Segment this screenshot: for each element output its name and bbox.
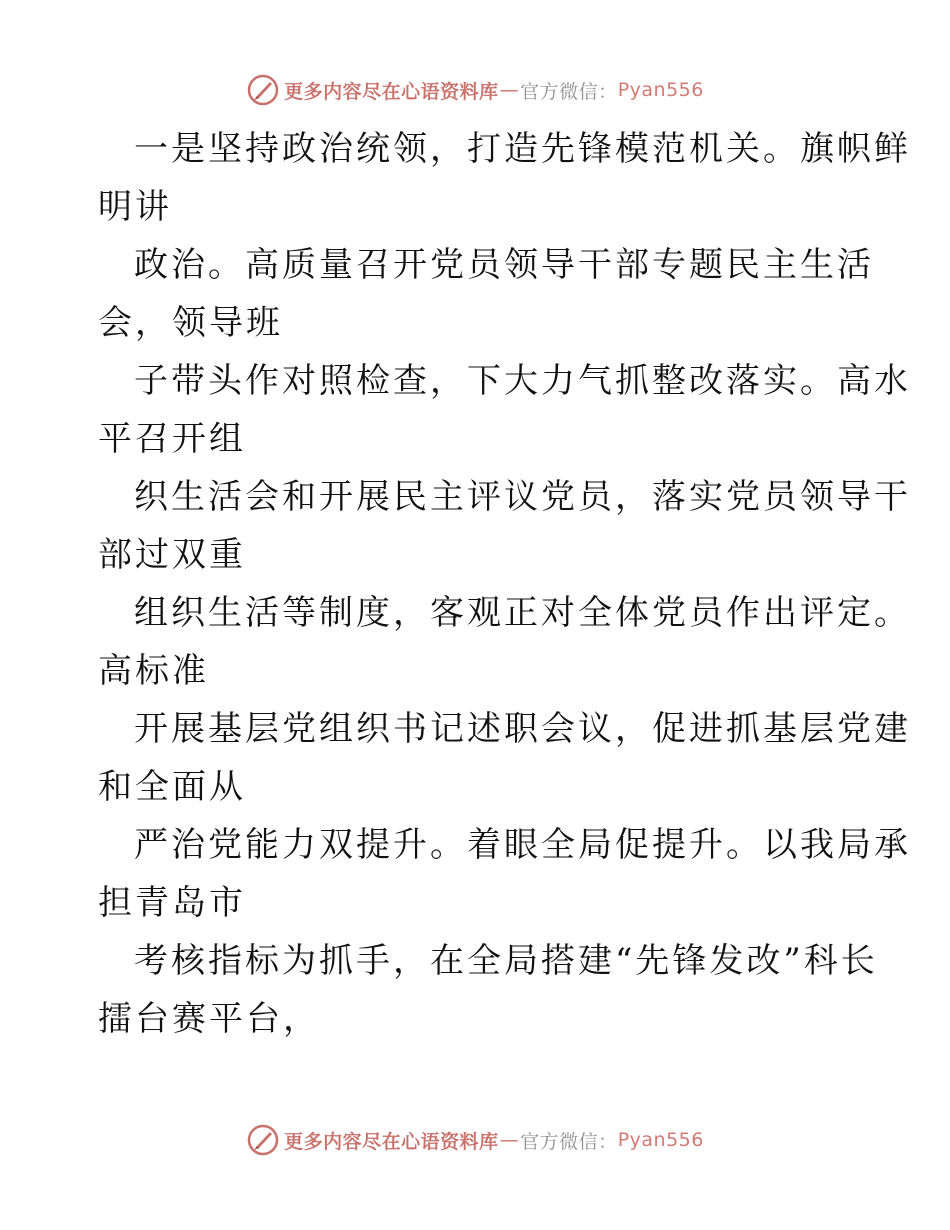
- quill-pen-logo-icon: [246, 73, 280, 107]
- paragraph-line: 织生活会和开展民主评议党员，落实党员领导干: [134, 477, 911, 517]
- watermark-wechat-label: 官方微信：: [520, 1130, 618, 1153]
- paragraph-line: 开展基层党组织书记述职会议，促进抓基层党建: [134, 709, 911, 749]
- document-body: [98, 120, 911, 1048]
- paragraph-line: 和全面从: [98, 767, 246, 807]
- watermark-wechat-id: Pyan556: [617, 79, 704, 101]
- watermark-site-text: 更多内容尽在心语资料库: [284, 1130, 499, 1153]
- paragraph-line: 严治党能力双提升。着眼全局促提升。以我局承: [134, 825, 911, 865]
- paragraph-line: 担青岛市: [98, 883, 246, 923]
- paragraph-line: 平召开组: [98, 419, 246, 459]
- watermark-dash: —: [499, 79, 520, 101]
- paragraph-line: 明讲: [98, 187, 172, 227]
- paragraph-line: 组织生活等制度，客观正对全体党员作出评定。: [134, 593, 911, 633]
- paragraph-line: 擂台赛平台，: [98, 999, 320, 1039]
- header-watermark: [0, 70, 950, 110]
- paragraph-line: 一是坚持政治统领，打造先锋模范机关。旗帜鲜: [134, 129, 911, 169]
- paragraph-line: 高标准: [98, 651, 209, 691]
- paragraph-line: 政治。高质量召开党员领导干部专题民主生活: [134, 245, 874, 285]
- watermark-wechat-id: Pyan556: [617, 1129, 704, 1151]
- paragraph-line: 部过双重: [98, 535, 246, 575]
- paragraph-line: 考核指标为抓手，在全局搭建“先锋发改”科长: [134, 941, 878, 981]
- quill-pen-logo-icon: [246, 1123, 280, 1157]
- watermark-site-text: 更多内容尽在心语资料库: [284, 80, 499, 103]
- paragraph-line: 会，领导班: [98, 303, 283, 343]
- watermark-dash: —: [499, 1129, 520, 1151]
- paragraph-line: 子带头作对照检查，下大力气抓整改落实。高水: [134, 361, 911, 401]
- watermark-wechat-label: 官方微信：: [520, 80, 618, 103]
- footer-watermark: [0, 1120, 950, 1160]
